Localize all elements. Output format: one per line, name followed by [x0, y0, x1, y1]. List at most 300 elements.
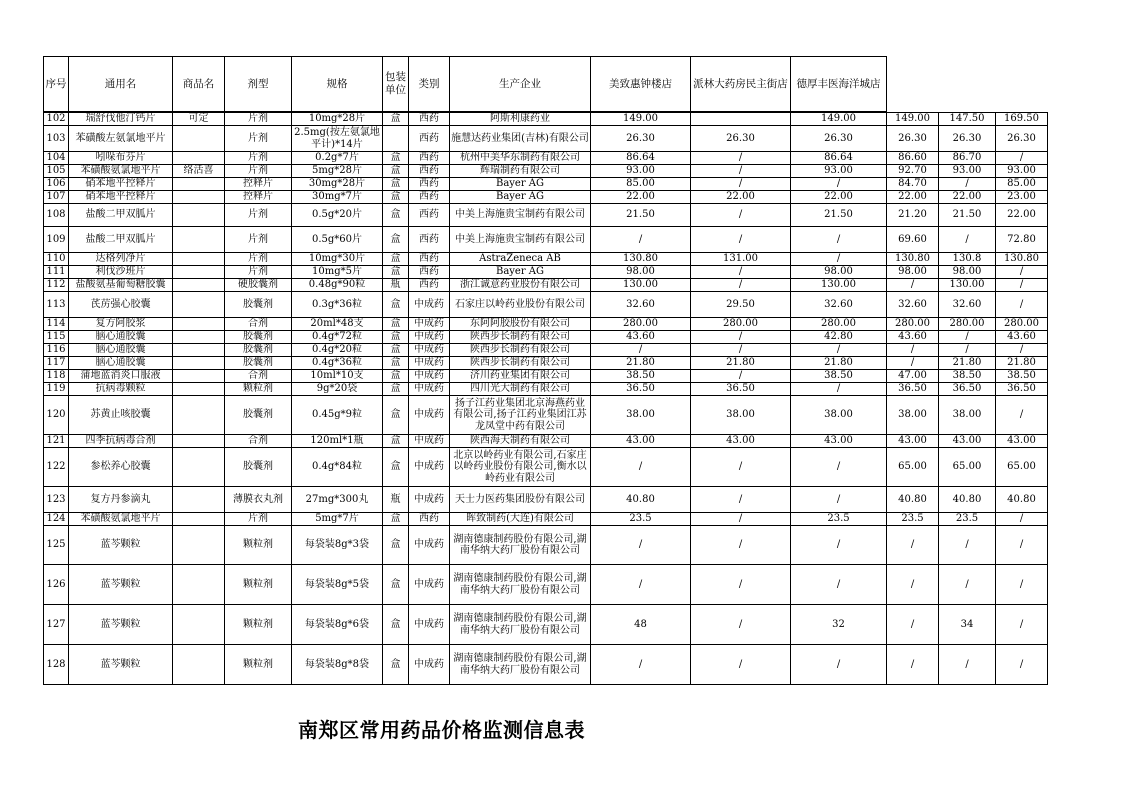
manufacturer-cell: 湖南德康制药股份有限公司,湖南华纳大药厂股份有限公司: [450, 565, 591, 605]
dosage-form-cell: 硬胶囊剂: [225, 279, 292, 292]
price-cell: 43.60: [996, 331, 1048, 344]
generic-name-cell: 蓝芩颗粒: [69, 645, 173, 685]
price-cell: /: [791, 526, 887, 565]
specification-cell: 120ml*1瓶: [292, 435, 383, 448]
price-cell: /: [691, 605, 791, 645]
package-unit-cell: 盒: [383, 191, 409, 204]
price-cell: /: [939, 645, 996, 685]
header-cell: 生产企业: [450, 57, 591, 112]
package-unit-cell: 瓶: [383, 487, 409, 513]
price-cell: 72.80: [996, 227, 1048, 253]
table-row: [44, 526, 1048, 565]
row-number-cell: 118: [44, 370, 69, 383]
package-unit-cell: 盒: [383, 396, 409, 435]
row-number-cell: 115: [44, 331, 69, 344]
dosage-form-cell: 合剂: [225, 435, 292, 448]
price-cell: /: [939, 227, 996, 253]
generic-name-cell: 苯磺酸氨氯地平片: [69, 513, 173, 526]
package-unit-cell: 盒: [383, 435, 409, 448]
dosage-form-cell: 胶囊剂: [225, 331, 292, 344]
manufacturer-cell: 陕西海天制药有限公司: [450, 435, 591, 448]
price-cell: 98.00: [939, 266, 996, 279]
manufacturer-cell: 陕西步长制药有限公司: [450, 331, 591, 344]
header-cell: 美致惠钟楼店: [591, 57, 691, 112]
table-row: [44, 279, 1048, 292]
table-row: [44, 191, 1048, 204]
price-cell: 22.00: [791, 191, 887, 204]
dosage-form-cell: 胶囊剂: [225, 344, 292, 357]
specification-cell: 0.5g*60片: [292, 227, 383, 253]
manufacturer-cell: 湖南德康制药股份有限公司,湖南华纳大药厂股份有限公司: [450, 526, 591, 565]
price-cell: 131.00: [691, 253, 791, 266]
price-cell: 93.00: [996, 165, 1048, 178]
brand-name-cell: [173, 191, 225, 204]
price-cell: /: [691, 645, 791, 685]
header-cell: 剂型: [225, 57, 292, 112]
table-row: [44, 344, 1048, 357]
category-cell: 西药: [409, 126, 450, 152]
brand-name-cell: [173, 152, 225, 165]
package-unit-cell: 盒: [383, 370, 409, 383]
manufacturer-cell: Bayer AG: [450, 266, 591, 279]
specification-cell: 9g*20袋: [292, 383, 383, 396]
price-cell: 86.64: [791, 152, 887, 165]
price-cell: 22.00: [591, 191, 691, 204]
row-number-cell: 112: [44, 279, 69, 292]
price-cell: /: [996, 266, 1048, 279]
price-cell: 280.00: [887, 318, 939, 331]
specification-cell: 0.4g*36粒: [292, 357, 383, 370]
price-cell: 32.60: [887, 292, 939, 318]
package-unit-cell: 盒: [383, 204, 409, 227]
brand-name-cell: [173, 318, 225, 331]
header-cell: 序号: [44, 57, 69, 112]
price-cell: 23.5: [591, 513, 691, 526]
price-cell: /: [691, 152, 791, 165]
category-cell: 中成药: [409, 448, 450, 487]
generic-name-cell: 复方阿胶浆: [69, 318, 173, 331]
package-unit-cell: 盒: [383, 513, 409, 526]
dosage-form-cell: 控释片: [225, 178, 292, 191]
brand-name-cell: [173, 266, 225, 279]
price-cell: /: [691, 204, 791, 227]
package-unit-cell: 盒: [383, 645, 409, 685]
dosage-form-cell: 胶囊剂: [225, 448, 292, 487]
price-cell: 36.50: [996, 383, 1048, 396]
specification-cell: 0.5g*20片: [292, 204, 383, 227]
price-cell: /: [996, 344, 1048, 357]
package-unit-cell: 盒: [383, 178, 409, 191]
price-cell: 32.60: [591, 292, 691, 318]
row-number-cell: 110: [44, 253, 69, 266]
category-cell: 西药: [409, 204, 450, 227]
price-cell: /: [939, 526, 996, 565]
package-unit-cell: 盒: [383, 253, 409, 266]
manufacturer-cell: 石家庄以岭药业股份有限公司: [450, 292, 591, 318]
header-row: [44, 57, 887, 112]
manufacturer-cell: Bayer AG: [450, 191, 591, 204]
price-cell: 86.64: [591, 152, 691, 165]
package-unit-cell: 瓶: [383, 279, 409, 292]
price-cell: 40.80: [591, 487, 691, 513]
table-row: [44, 152, 1048, 165]
category-cell: 西药: [409, 513, 450, 526]
price-cell: /: [691, 227, 791, 253]
header-cell: 类别: [409, 57, 450, 112]
row-number-cell: 107: [44, 191, 69, 204]
generic-name-cell: 参松养心胶囊: [69, 448, 173, 487]
table-row: [44, 370, 1048, 383]
brand-name-cell: 络活喜: [173, 165, 225, 178]
table-row: [44, 113, 1048, 126]
manufacturer-cell: 阿斯利康药业: [450, 113, 591, 126]
price-cell: 130.80: [591, 253, 691, 266]
category-cell: 西药: [409, 178, 450, 191]
dosage-form-cell: 颗粒剂: [225, 565, 292, 605]
price-table: [43, 112, 1048, 685]
price-cell: 32: [791, 605, 887, 645]
dosage-form-cell: 片剂: [225, 165, 292, 178]
price-cell: 38.00: [591, 396, 691, 435]
dosage-form-cell: 颗粒剂: [225, 645, 292, 685]
specification-cell: 0.4g*72粒: [292, 331, 383, 344]
row-number-cell: 104: [44, 152, 69, 165]
table-row: [44, 357, 1048, 370]
dosage-form-cell: 控释片: [225, 191, 292, 204]
category-cell: 西药: [409, 165, 450, 178]
generic-name-cell: 瑞舒伐他汀钙片: [69, 113, 173, 126]
specification-cell: 每袋装8g*6袋: [292, 605, 383, 645]
header-cell: 包装单位: [383, 57, 409, 112]
manufacturer-cell: 晖致制药(大连)有限公司: [450, 513, 591, 526]
manufacturer-cell: Bayer AG: [450, 178, 591, 191]
price-cell: 23.5: [939, 513, 996, 526]
package-unit-cell: 盒: [383, 266, 409, 279]
brand-name-cell: [173, 513, 225, 526]
specification-cell: 2.5mg(按左氨氯地平计)*14片: [292, 126, 383, 152]
specification-cell: 0.45g*9粒: [292, 396, 383, 435]
package-unit-cell: 盒: [383, 565, 409, 605]
category-cell: 西药: [409, 191, 450, 204]
row-number-cell: 103: [44, 126, 69, 152]
row-number-cell: 121: [44, 435, 69, 448]
generic-name-cell: 脑心通胶囊: [69, 357, 173, 370]
generic-name-cell: 蒲地蓝消炎口服液: [69, 370, 173, 383]
header-cell: 商品名: [173, 57, 225, 112]
price-cell: 98.00: [887, 266, 939, 279]
price-cell: /: [996, 396, 1048, 435]
dosage-form-cell: 胶囊剂: [225, 292, 292, 318]
price-cell: 23.5: [791, 513, 887, 526]
package-unit-cell: 盒: [383, 383, 409, 396]
brand-name-cell: [173, 227, 225, 253]
brand-name-cell: [173, 435, 225, 448]
price-cell: 21.80: [996, 357, 1048, 370]
price-cell: 149.00: [791, 113, 887, 126]
price-cell: 21.50: [939, 204, 996, 227]
generic-name-cell: 芪苈强心胶囊: [69, 292, 173, 318]
price-cell: 84.70: [887, 178, 939, 191]
header-cell: 规格: [292, 57, 383, 112]
dosage-form-cell: 胶囊剂: [225, 357, 292, 370]
price-cell: 36.50: [691, 383, 791, 396]
package-unit-cell: 盒: [383, 357, 409, 370]
price-cell: 130.80: [887, 253, 939, 266]
price-cell: 36.50: [591, 383, 691, 396]
price-cell: /: [791, 253, 887, 266]
price-cell: 40.80: [939, 487, 996, 513]
specification-cell: 27mg*300丸: [292, 487, 383, 513]
price-cell: /: [996, 526, 1048, 565]
manufacturer-cell: 陕西步长制药有限公司: [450, 344, 591, 357]
price-cell: 26.30: [939, 126, 996, 152]
price-cell: 43.00: [791, 435, 887, 448]
price-cell: 43.00: [887, 435, 939, 448]
generic-name-cell: 苯磺酸氨氯地平片: [69, 165, 173, 178]
price-cell: 65.00: [939, 448, 996, 487]
price-cell: /: [996, 605, 1048, 645]
price-cell: 93.00: [591, 165, 691, 178]
category-cell: 西药: [409, 266, 450, 279]
category-cell: 中成药: [409, 292, 450, 318]
price-cell: /: [691, 565, 791, 605]
specification-cell: 0.4g*84粒: [292, 448, 383, 487]
table-row: [44, 331, 1048, 344]
manufacturer-cell: 东阿阿胶股份有限公司: [450, 318, 591, 331]
price-cell: 26.30: [791, 126, 887, 152]
category-cell: 中成药: [409, 526, 450, 565]
price-cell: 43.60: [591, 331, 691, 344]
brand-name-cell: [173, 487, 225, 513]
category-cell: 中成药: [409, 331, 450, 344]
category-cell: 中成药: [409, 318, 450, 331]
table-row: [44, 165, 1048, 178]
dosage-form-cell: 片剂: [225, 266, 292, 279]
price-cell: /: [939, 178, 996, 191]
manufacturer-cell: 四川光大制药有限公司: [450, 383, 591, 396]
price-cell: /: [691, 448, 791, 487]
package-unit-cell: 盒: [383, 318, 409, 331]
price-cell: /: [691, 165, 791, 178]
specification-cell: 10mg*5片: [292, 266, 383, 279]
category-cell: 中成药: [409, 344, 450, 357]
row-number-cell: 113: [44, 292, 69, 318]
brand-name-cell: [173, 292, 225, 318]
brand-name-cell: 可定: [173, 113, 225, 126]
price-cell: /: [939, 344, 996, 357]
price-cell: 38.00: [691, 396, 791, 435]
manufacturer-cell: 中美上海施贵宝制药有限公司: [450, 204, 591, 227]
price-cell: /: [791, 487, 887, 513]
price-cell: /: [887, 565, 939, 605]
category-cell: 西药: [409, 227, 450, 253]
package-unit-cell: 盒: [383, 152, 409, 165]
price-cell: 26.30: [691, 126, 791, 152]
price-cell: 86.60: [887, 152, 939, 165]
category-cell: 中成药: [409, 435, 450, 448]
generic-name-cell: 盐酸二甲双胍片: [69, 227, 173, 253]
table-row: [44, 253, 1048, 266]
price-cell: [691, 113, 791, 126]
manufacturer-cell: 天士力医药集团股份有限公司: [450, 487, 591, 513]
specification-cell: 0.48g*90粒: [292, 279, 383, 292]
category-cell: 中成药: [409, 396, 450, 435]
price-cell: 21.80: [939, 357, 996, 370]
manufacturer-cell: 北京以岭药业有限公司,石家庄以岭药业股份有限公司,衡水以岭药业有限公司: [450, 448, 591, 487]
generic-name-cell: 利伐沙班片: [69, 266, 173, 279]
price-cell: 32.60: [791, 292, 887, 318]
price-cell: 22.00: [887, 191, 939, 204]
brand-name-cell: [173, 204, 225, 227]
table-row: [44, 605, 1048, 645]
price-cell: /: [691, 266, 791, 279]
price-cell: 147.50: [939, 113, 996, 126]
header-table: [43, 56, 887, 112]
price-cell: 98.00: [591, 266, 691, 279]
price-cell: 169.50: [996, 113, 1048, 126]
price-cell: 69.60: [887, 227, 939, 253]
dosage-form-cell: 片剂: [225, 113, 292, 126]
specification-cell: 10ml*10支: [292, 370, 383, 383]
specification-cell: 30mg*7片: [292, 191, 383, 204]
price-cell: 280.00: [691, 318, 791, 331]
price-cell: 93.00: [791, 165, 887, 178]
package-unit-cell: [383, 126, 409, 152]
dosage-form-cell: 合剂: [225, 370, 292, 383]
category-cell: 中成药: [409, 357, 450, 370]
price-cell: 36.50: [939, 383, 996, 396]
dosage-form-cell: 胶囊剂: [225, 396, 292, 435]
price-cell: /: [996, 565, 1048, 605]
package-unit-cell: 盒: [383, 526, 409, 565]
table-row: [44, 487, 1048, 513]
price-cell: /: [691, 331, 791, 344]
price-cell: /: [791, 448, 887, 487]
table-row: [44, 227, 1048, 253]
price-cell: 38.00: [939, 396, 996, 435]
price-cell: 280.00: [996, 318, 1048, 331]
price-cell: 86.70: [939, 152, 996, 165]
row-number-cell: 117: [44, 357, 69, 370]
price-cell: 65.00: [887, 448, 939, 487]
row-number-cell: 120: [44, 396, 69, 435]
price-cell: /: [791, 178, 887, 191]
manufacturer-cell: 辉瑞制药有限公司: [450, 165, 591, 178]
price-cell: 280.00: [791, 318, 887, 331]
table-row: [44, 435, 1048, 448]
price-cell: 43.00: [996, 435, 1048, 448]
price-cell: /: [996, 292, 1048, 318]
category-cell: 西药: [409, 113, 450, 126]
price-cell: 21.80: [691, 357, 791, 370]
dosage-form-cell: 颗粒剂: [225, 526, 292, 565]
row-number-cell: 106: [44, 178, 69, 191]
specification-cell: 30mg*28片: [292, 178, 383, 191]
price-cell: 98.00: [791, 266, 887, 279]
price-cell: 32.60: [939, 292, 996, 318]
manufacturer-cell: 陕西步长制药有限公司: [450, 357, 591, 370]
price-cell: /: [591, 344, 691, 357]
price-cell: 130.80: [996, 253, 1048, 266]
price-cell: 130.8: [939, 253, 996, 266]
manufacturer-cell: 湖南德康制药股份有限公司,湖南华纳大药厂股份有限公司: [450, 605, 591, 645]
price-cell: 23.5: [887, 513, 939, 526]
price-cell: /: [691, 344, 791, 357]
price-cell: 93.00: [939, 165, 996, 178]
row-number-cell: 114: [44, 318, 69, 331]
header-cell: 派林大药房民主街店: [691, 57, 791, 112]
price-cell: /: [887, 605, 939, 645]
price-cell: 21.80: [791, 357, 887, 370]
specification-cell: 0.4g*20粒: [292, 344, 383, 357]
header-cell: 通用名: [69, 57, 173, 112]
specification-cell: 每袋装8g*3袋: [292, 526, 383, 565]
price-cell: 92.70: [887, 165, 939, 178]
dosage-form-cell: 颗粒剂: [225, 605, 292, 645]
price-cell: 23.00: [996, 191, 1048, 204]
price-cell: /: [996, 513, 1048, 526]
table-row: [44, 204, 1048, 227]
price-cell: /: [691, 513, 791, 526]
generic-name-cell: 四季抗病毒合剂: [69, 435, 173, 448]
price-cell: 21.80: [591, 357, 691, 370]
price-cell: /: [591, 526, 691, 565]
price-cell: 48: [591, 605, 691, 645]
table-row: [44, 383, 1048, 396]
category-cell: 西药: [409, 253, 450, 266]
price-cell: 280.00: [591, 318, 691, 331]
table-row: [44, 126, 1048, 152]
generic-name-cell: 脑心通胶囊: [69, 344, 173, 357]
category-cell: 中成药: [409, 565, 450, 605]
row-number-cell: 125: [44, 526, 69, 565]
generic-name-cell: 脑心通胶囊: [69, 331, 173, 344]
price-cell: 26.30: [887, 126, 939, 152]
price-cell: 34: [939, 605, 996, 645]
package-unit-cell: 盒: [383, 331, 409, 344]
row-number-cell: 127: [44, 605, 69, 645]
price-cell: 38.50: [996, 370, 1048, 383]
manufacturer-cell: AstraZeneca AB: [450, 253, 591, 266]
brand-name-cell: [173, 331, 225, 344]
price-cell: 85.00: [996, 178, 1048, 191]
price-cell: 21.50: [591, 204, 691, 227]
price-cell: /: [591, 448, 691, 487]
dosage-form-cell: 片剂: [225, 513, 292, 526]
dosage-form-cell: 颗粒剂: [225, 383, 292, 396]
price-cell: /: [887, 279, 939, 292]
brand-name-cell: [173, 370, 225, 383]
brand-name-cell: [173, 383, 225, 396]
category-cell: 中成药: [409, 645, 450, 685]
price-cell: 36.50: [887, 383, 939, 396]
price-cell: /: [791, 344, 887, 357]
table-row: [44, 178, 1048, 191]
specification-cell: 5mg*7片: [292, 513, 383, 526]
brand-name-cell: [173, 126, 225, 152]
price-cell: /: [591, 645, 691, 685]
price-cell: 22.00: [691, 191, 791, 204]
specification-cell: 5mg*28片: [292, 165, 383, 178]
specification-cell: 10mg*30片: [292, 253, 383, 266]
generic-name-cell: 盐酸二甲双胍片: [69, 204, 173, 227]
price-cell: 40.80: [996, 487, 1048, 513]
price-cell: 130.00: [591, 279, 691, 292]
specification-cell: 20ml*48支: [292, 318, 383, 331]
category-cell: 中成药: [409, 487, 450, 513]
generic-name-cell: 蓝芩颗粒: [69, 605, 173, 645]
price-cell: 85.00: [591, 178, 691, 191]
